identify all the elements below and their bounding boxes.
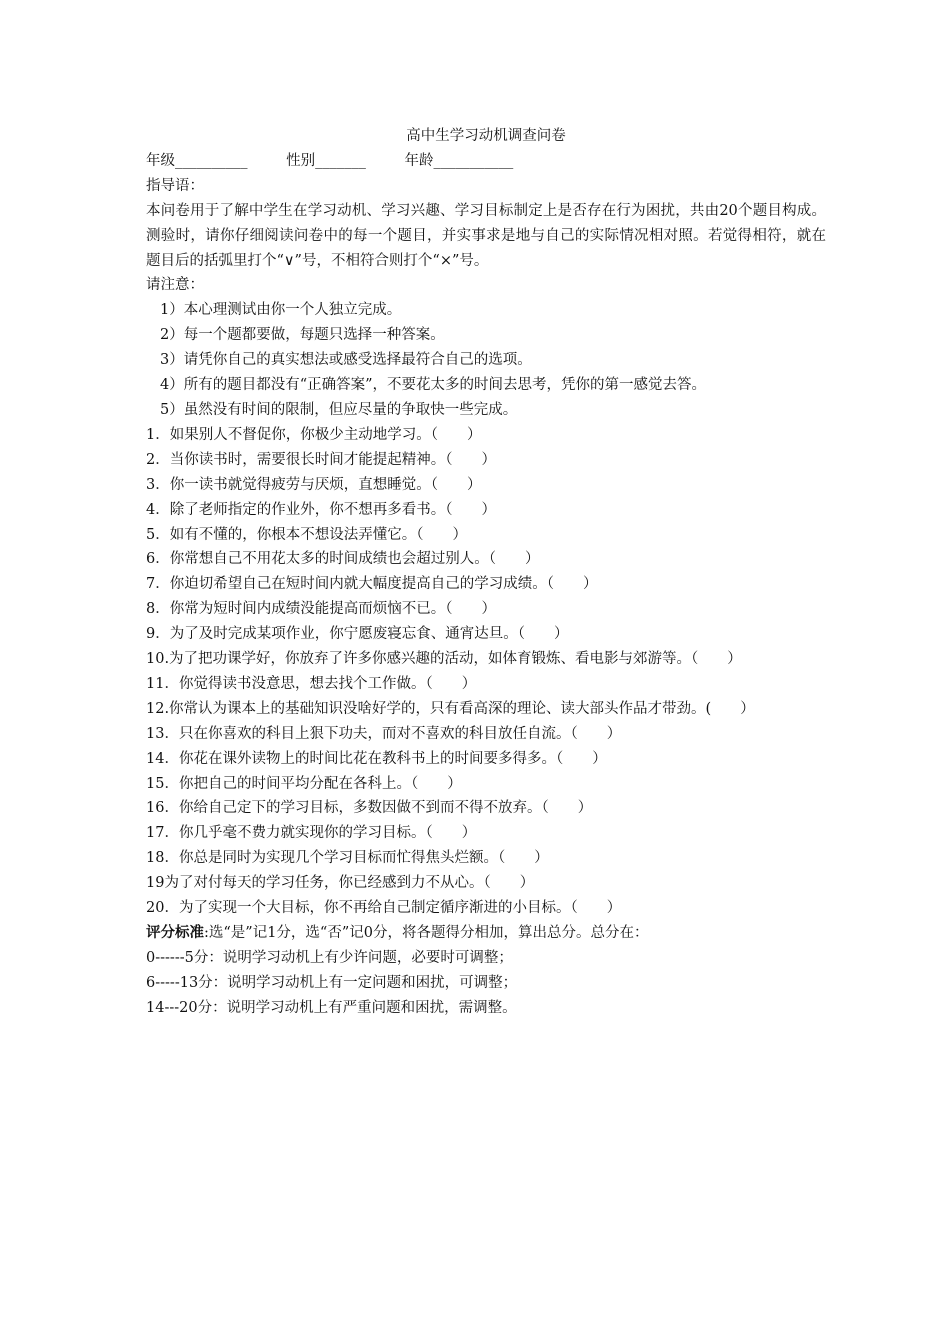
question-item[interactable]: 11．你觉得读书没意思，想去找个工作做。（ ）: [146, 675, 477, 692]
notice-list: [146, 298, 826, 423]
gender-field[interactable]: 性别_______: [286, 152, 366, 169]
notice-label: 请注意：: [146, 277, 204, 294]
question-item[interactable]: 18．你总是同时为实现几个学习目标而忙得焦头烂额。（ ）: [146, 850, 549, 867]
question-item[interactable]: 15．你把自己的时间平均分配在各科上。（ ）: [146, 775, 462, 792]
page-title: 高中生学习动机调查问卷: [406, 128, 566, 144]
question-item[interactable]: 10.为了把功课学好，你放弃了许多你感兴趣的活动，如体育锻炼、看电影与郊游等。（ ）: [146, 651, 742, 668]
notice-item: 1）本心理测试由你一个人独立完成。: [160, 302, 402, 319]
guide-label: 指导语：: [146, 177, 204, 194]
age-field[interactable]: 年龄___________: [404, 152, 514, 169]
question-item[interactable]: 19为了对付每天的学习任务，你已经感到力不从心。（ ）: [146, 875, 535, 892]
question-item[interactable]: 14．你花在课外读物上的时间比花在教科书上的时间要多得多。（ ）: [146, 750, 607, 767]
grade-field[interactable]: 年级__________: [146, 152, 248, 169]
question-item[interactable]: 5．如有不懂的，你根本不想设法弄懂它。（ ）: [146, 526, 467, 543]
scoring-text: :选“是”记1分，选“否”记0分，将各题得分相加，算出总分。总分在：: [204, 925, 649, 941]
question-item[interactable]: 12.你常认为课本上的基础知识没啥好学的，只有看高深的理论、读大部头作品才带劲。( ）: [146, 700, 755, 717]
score-level: 6-----13分：说明学习动机上有一定问题和困扰，可调整；: [146, 974, 518, 991]
question-item[interactable]: 20．为了实现一个大目标，你不再给自己制定循序渐进的小目标。（ ）: [146, 900, 622, 917]
info-row: [146, 149, 826, 174]
notice-item: 3）请凭你自己的真实想法或感受选择最符合自己的选项。: [160, 352, 532, 369]
notice-item: 2）每一个题都要做，每题只选择一种答案。: [160, 327, 445, 344]
intro-paragraph: 本问卷用于了解中学生在学习动机、学习兴趣、学习目标制定上是否存在行为困扰，共由20个题目构成。测验时，请你仔细阅读问卷中的每一个题目，并实事求是地与自己的实际情况相对照。若觉得相符，就在题目后的括弧里打个“∨”号，不相符合则打个“×”号。: [146, 202, 826, 269]
questionnaire-page: [146, 124, 826, 1021]
question-item[interactable]: 6．你常想自己不用花太多的时间成绩也会超过别人。（ ）: [146, 551, 540, 568]
score-level: 0------5分：说明学习动机上有少许问题，必要时可调整；: [146, 949, 513, 966]
question-item[interactable]: 8．你常为短时间内成绩没能提高而烦恼不已。（ ）: [146, 601, 496, 618]
question-item[interactable]: 2．当你读书时，需要很长时间才能提起精神。（ ）: [146, 451, 496, 468]
scoring-label: 评分标准: [146, 924, 204, 941]
question-item[interactable]: 13．只在你喜欢的科目上狠下功夫，而对不喜欢的科目放任自流。（ ）: [146, 725, 622, 742]
scoring-rule: [146, 921, 826, 946]
question-list: [146, 423, 826, 921]
question-item[interactable]: 4．除了老师指定的作业外，你不想再多看书。（ ）: [146, 501, 496, 518]
question-item[interactable]: 17．你几乎毫不费力就实现你的学习目标。（ ）: [146, 825, 477, 842]
notice-item: 4）所有的题目都没有“正确答案”，不要花太多的时间去思考，凭你的第一感觉去答。: [160, 377, 707, 394]
question-item[interactable]: 16．你给自己定下的学习目标，多数因做不到而不得不放弃。（ ）: [146, 800, 593, 817]
score-level: 14---20分：说明学习动机上有严重问题和困扰，需调整。: [146, 999, 517, 1016]
question-item[interactable]: 9．为了及时完成某项作业，你宁愿废寝忘食、通宵达旦。（ ）: [146, 626, 569, 643]
question-item[interactable]: 3．你一读书就觉得疲劳与厌烦，直想睡觉。（ ）: [146, 476, 482, 493]
notice-item: 5）虽然没有时间的限制，但应尽量的争取快一些完成。: [160, 401, 518, 418]
question-item[interactable]: 7．你迫切希望自己在短时间内就大幅度提高自己的学习成绩。（ ）: [146, 576, 598, 593]
question-item[interactable]: 1．如果别人不督促你，你极少主动地学习。（ ）: [146, 426, 482, 443]
